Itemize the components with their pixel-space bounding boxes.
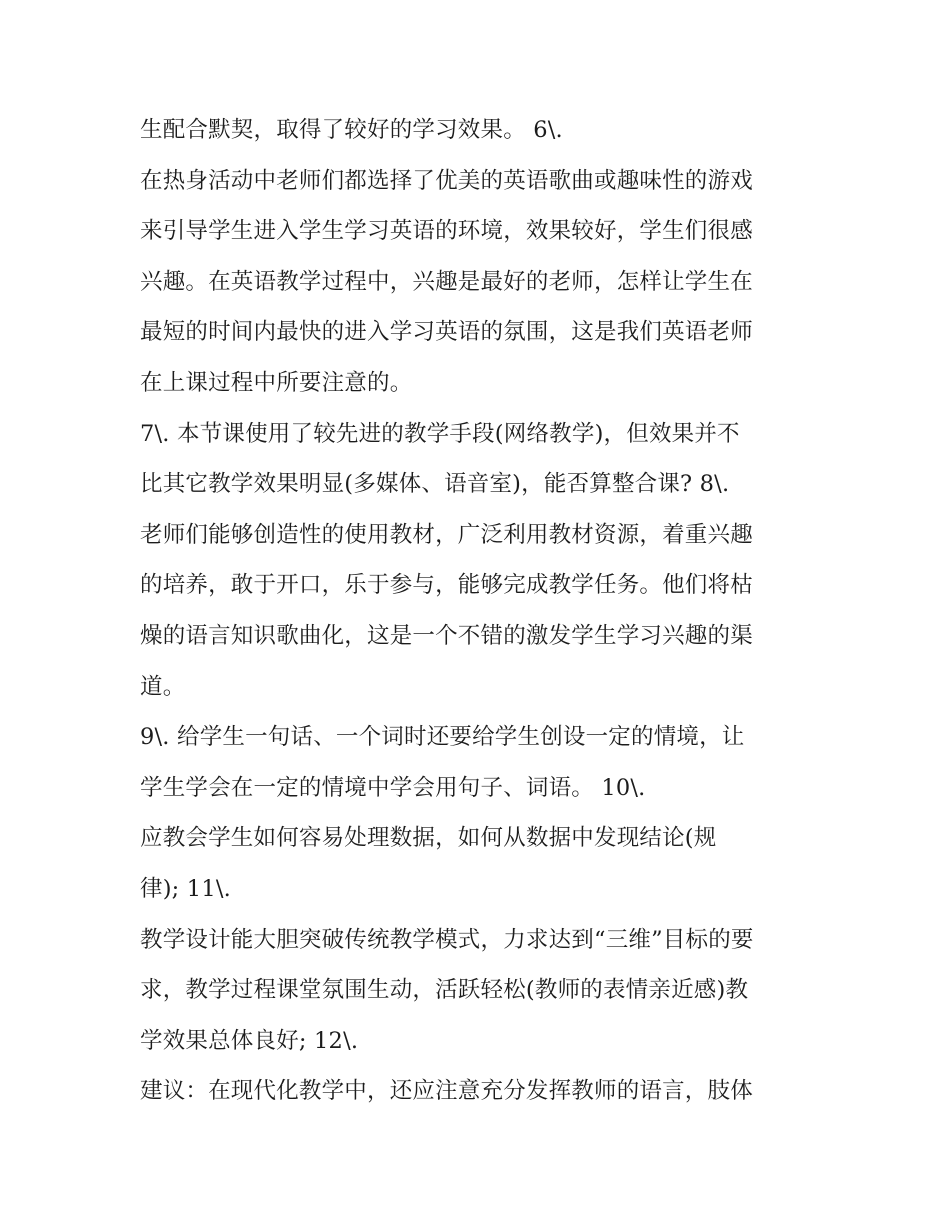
text-line: 9\. 给学生一句话、一个词时还要给学生创设一定的情境，让 bbox=[140, 724, 745, 751]
text-line: 燥的语言知识歌曲化，这是一个不错的激发学生学习兴趣的渠 bbox=[140, 622, 753, 649]
text-line: 律); 11\. bbox=[140, 875, 231, 902]
document-body bbox=[140, 105, 830, 1117]
text-line: 学生学会在一定的情境中学会用句子、词语。 10\. bbox=[140, 774, 646, 801]
text-line: 的培养，敢于开口，乐于参与，能够完成教学任务。他们将枯 bbox=[140, 572, 753, 599]
text-line: 学效果总体良好; 12\. bbox=[140, 1027, 359, 1054]
text-line: 在热身活动中老师们都选择了优美的英语歌曲或趣味性的游戏 bbox=[140, 167, 753, 194]
text-line: 兴趣。在英语教学过程中，兴趣是最好的老师，怎样让学生在 bbox=[140, 268, 753, 295]
text-line: 比其它教学效果明显(多媒体、语音室)，能否算整合课? 8\. bbox=[140, 471, 730, 498]
text-line: 在上课过程中所要注意的。 bbox=[140, 369, 413, 396]
text-line: 生配合默契，取得了较好的学习效果。 6\. bbox=[140, 117, 563, 143]
text-line: 建议：在现代化教学中，还应注意充分发挥教师的语言，肢体 bbox=[140, 1078, 753, 1105]
text-line: 应教会学生如何容易处理数据，如何从数据中发现结论(规 bbox=[140, 825, 717, 852]
text-line: 道。 bbox=[140, 673, 186, 700]
text-line: 老师们能够创造性的使用教材，广泛利用教材资源，着重兴趣 bbox=[140, 521, 753, 548]
text-line: 最短的时间内最快的进入学习英语的氛围，这是我们英语老师 bbox=[140, 319, 753, 346]
text-line: 求，教学过程课堂氛围生动，活跃轻松(教师的表情亲近感)教 bbox=[140, 977, 749, 1004]
text-line: 来引导学生进入学生学习英语的环境，效果较好，学生们很感 bbox=[140, 218, 753, 245]
text-line: 7\. 本节课使用了较先进的教学手段(网络教学)，但效果并不 bbox=[140, 420, 740, 447]
text-line: 教学设计能大胆突破传统教学模式，力求达到“三维”目标的要 bbox=[140, 926, 754, 953]
